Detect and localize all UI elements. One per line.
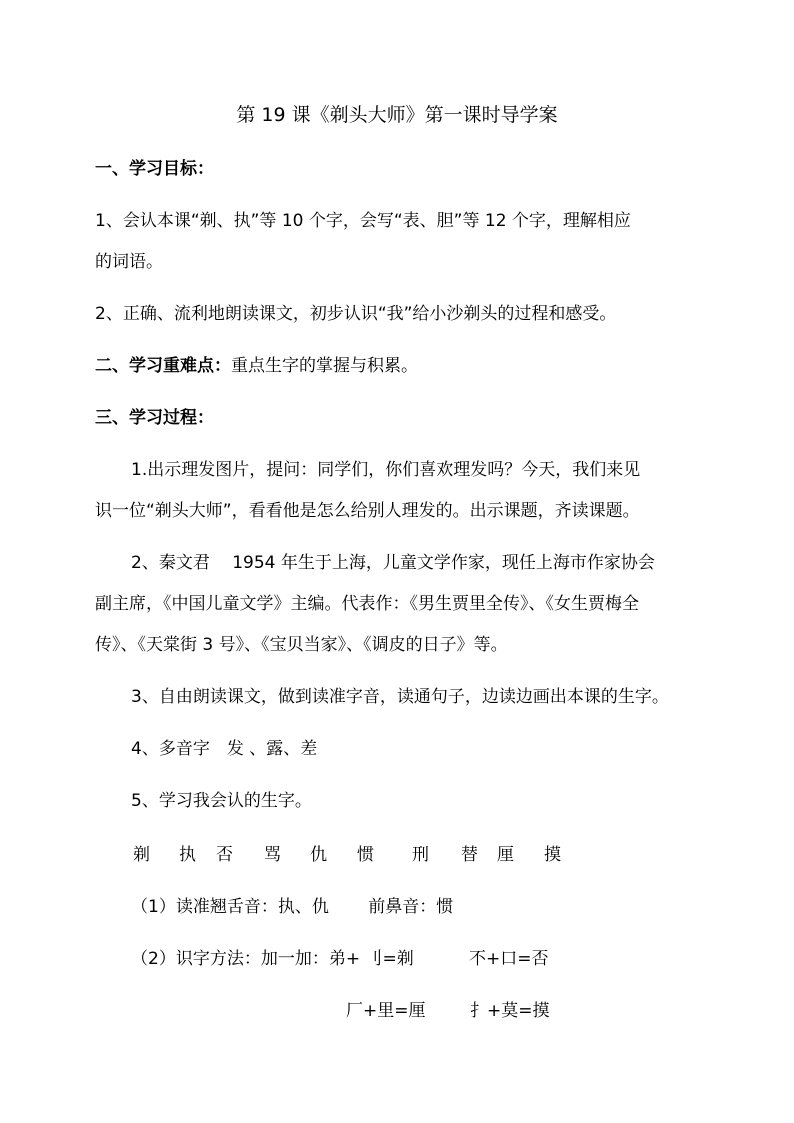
- character-item: 摸: [544, 845, 561, 865]
- subpoint-2-part-b: 不+口=否: [469, 949, 549, 969]
- character-item: 厘: [497, 845, 514, 865]
- character-item: 惯: [357, 845, 374, 865]
- subpoint-1: （1）读准翘舌音：执、仇 前鼻音：惯: [131, 897, 454, 917]
- subpoint-3-part-a: 厂+里=厘: [346, 1001, 426, 1021]
- section-heading-difficulties: [95, 355, 418, 377]
- character-item: 否: [216, 845, 233, 865]
- goal-1-line-2: 的词语。: [95, 252, 163, 272]
- character-item: 骂: [264, 845, 281, 865]
- page-title: 第 19 课《剃头大师》第一课时导学案: [236, 104, 558, 126]
- process-1-line-2: 识一位“剃头大师”，看看他是怎么给别人理发的。出示课题，齐读课题。: [95, 501, 640, 521]
- subpoint-3-part-b: 扌+莫=摸: [470, 1001, 550, 1021]
- section-heading-goals: 一、学习目标：: [95, 159, 214, 179]
- character-item: 执: [179, 845, 196, 865]
- character-item: 仇: [310, 845, 327, 865]
- section-heading-process: 三、学习过程：: [95, 408, 214, 428]
- subpoint-2-part-a: （2）识字方法：加一加：弟+ 刂=剃: [131, 949, 414, 969]
- process-1-line-1: 1.出示理发图片，提问：同学们，你们喜欢理发吗？今天，我们来见: [131, 460, 641, 480]
- process-5: 5、学习我会认的生字。: [131, 791, 312, 811]
- process-4: 4、多音字 发 、露、差: [131, 739, 318, 759]
- character-item: 刑: [412, 845, 429, 865]
- character-item: 替: [461, 845, 478, 865]
- process-2-line-2: 副主席，《中国儿童文学》主编。代表作：《男生贾里全传》、《女生贾梅全: [95, 594, 639, 614]
- process-2-line-3: 传》、《天棠街 3 号》、《宝贝当家》、《调皮的日子》等。: [95, 635, 508, 655]
- goal-2: 2、正确、流利地朗读课文，初步认识“我”给小沙剃头的过程和感受。: [95, 304, 617, 324]
- goal-1-line-1: 1、会认本课“剃、执”等 10 个字，会写“表、胆”等 12 个字，理解相应: [95, 211, 631, 231]
- character-item: 剃: [133, 845, 150, 865]
- process-2-line-1: 2、秦文君 1954 年生于上海，儿童文学作家，现任上海市作家协会: [131, 553, 655, 573]
- process-3: 3、自由朗读课文，做到读准字音，读通句子，边读边画出本课的生字。: [131, 687, 669, 707]
- difficulties-label: 二、学习重难点：: [95, 356, 231, 376]
- difficulties-text: 重点生字的掌握与积累。: [231, 356, 418, 376]
